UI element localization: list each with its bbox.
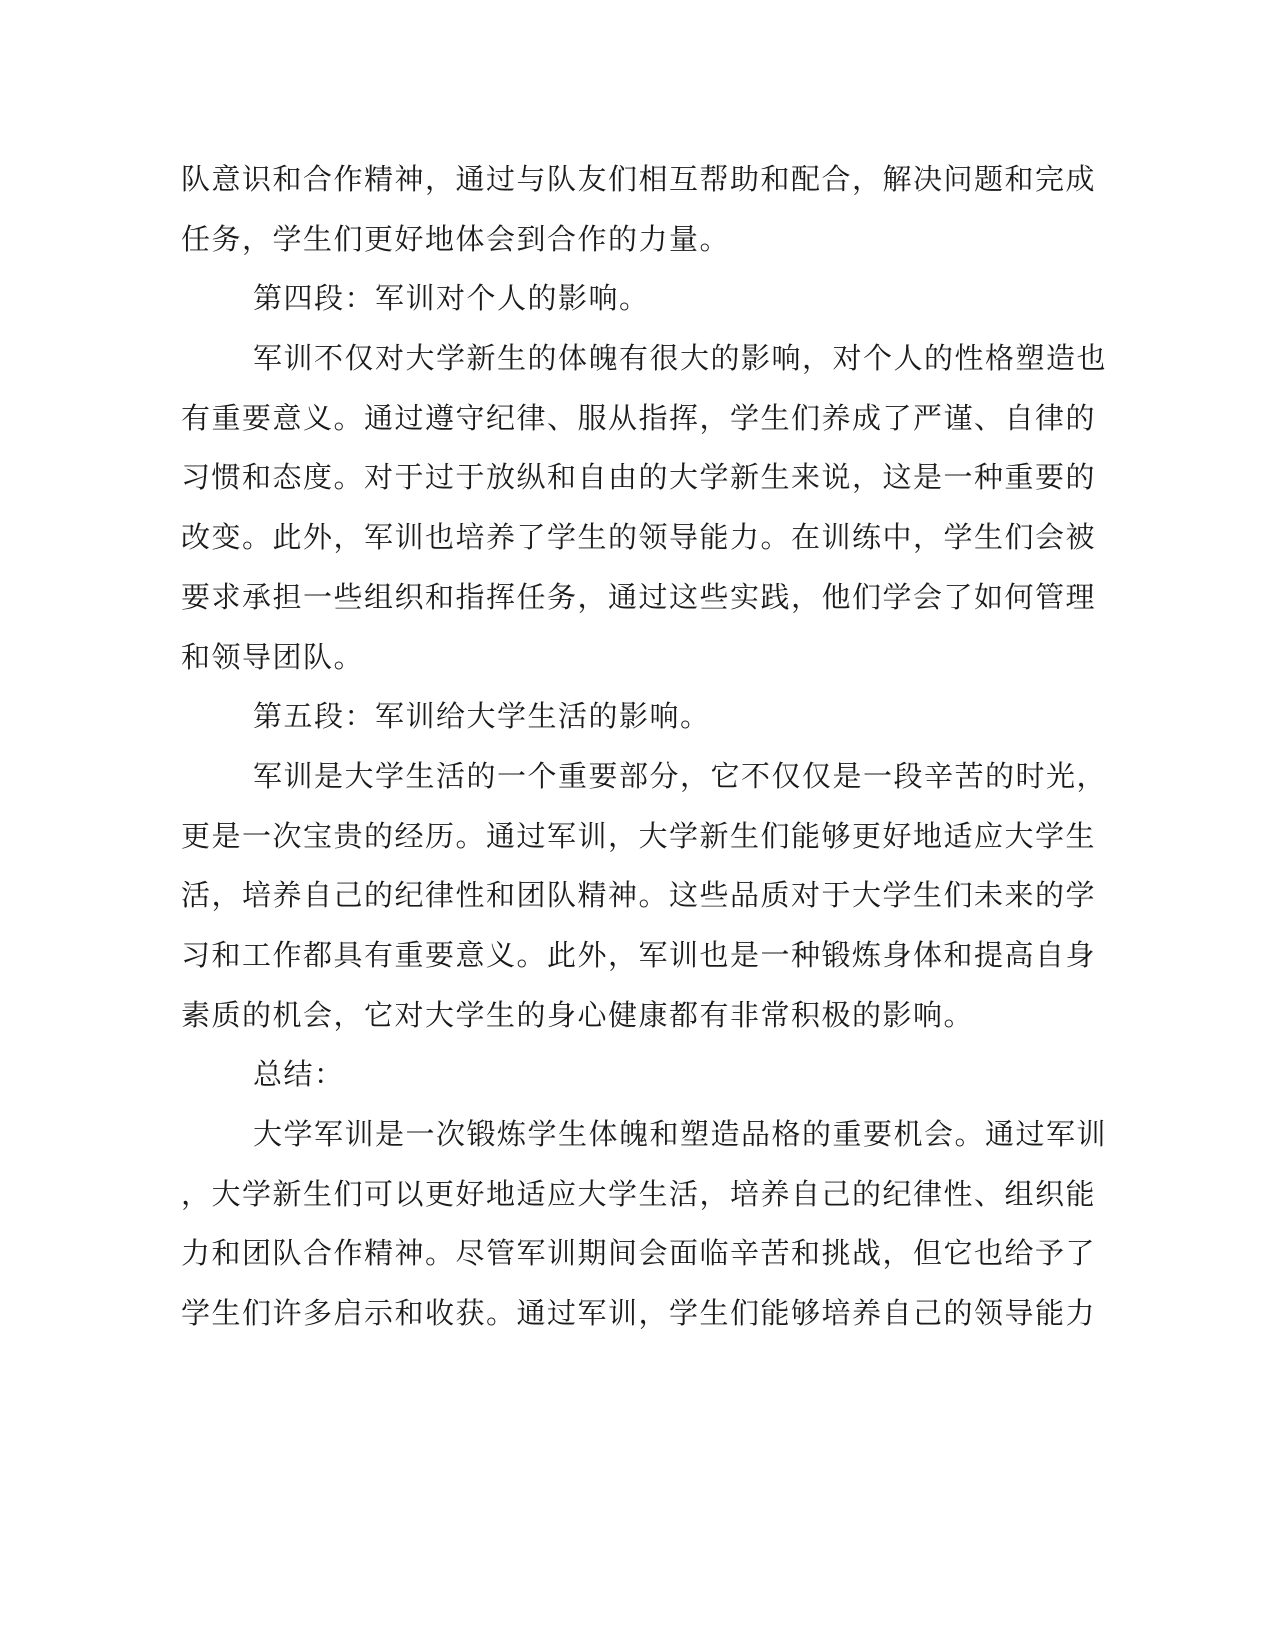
text-line: 有重要意义。通过遵守纪律、服从指挥，学生们养成了严谨、自律的 [181, 400, 1097, 435]
text-line: 军训不仅对大学新生的体魄有很大的影响，对个人的性格塑造也 [253, 341, 1108, 376]
section-heading: 总结： [253, 1057, 345, 1092]
section-heading: 第四段：军训对个人的影响。 [253, 281, 650, 316]
text-line: 大学军训是一次锻炼学生体魄和塑造品格的重要机会。通过军训 [253, 1117, 1108, 1151]
text-line: 活，培养自己的纪律性和团队精神。这些品质对于大学生们未来的学 [181, 878, 1097, 913]
text-line: 学生们许多启示和收获。通过军训，学生们能够培养自己的领导能力 [181, 1296, 1097, 1331]
text-line: 习和工作都具有重要意义。此外，军训也是一种锻炼身体和提高自身 [181, 937, 1097, 972]
section-heading: 第五段：军训给大学生活的影响。 [253, 699, 711, 734]
text-line: 队意识和合作精神，通过与队友们相互帮助和配合，解决问题和完成 [181, 162, 1097, 196]
body-text [181, 150, 1108, 1344]
text-line: 任务，学生们更好地体会到合作的力量。 [181, 221, 731, 256]
text-line: 改变。此外，军训也培养了学生的领导能力。在训练中，学生们会被 [181, 520, 1097, 555]
text-line: 和领导团队。 [181, 639, 365, 674]
text-line: 力和团队合作精神。尽管军训期间会面临辛苦和挑战，但它也给予了 [181, 1236, 1097, 1271]
text-line: 军训是大学生活的一个重要部分，它不仅仅是一段辛苦的时光， [253, 758, 1108, 793]
text-line: 要求承担一些组织和指挥任务，通过这些实践，他们学会了如何管理 [181, 579, 1097, 614]
text-line: 更是一次宝贵的经历。通过军训，大学新生们能够更好地适应大学生 [181, 818, 1097, 853]
text-line: 素质的机会，它对大学生的身心健康都有非常积极的影响。 [181, 997, 975, 1032]
text-line: 习惯和态度。对于过于放纵和自由的大学新生来说，这是一种重要的 [181, 460, 1097, 495]
text-line: ，大学新生们可以更好地适应大学生活，培养自己的纪律性、组织能 [181, 1176, 1097, 1211]
